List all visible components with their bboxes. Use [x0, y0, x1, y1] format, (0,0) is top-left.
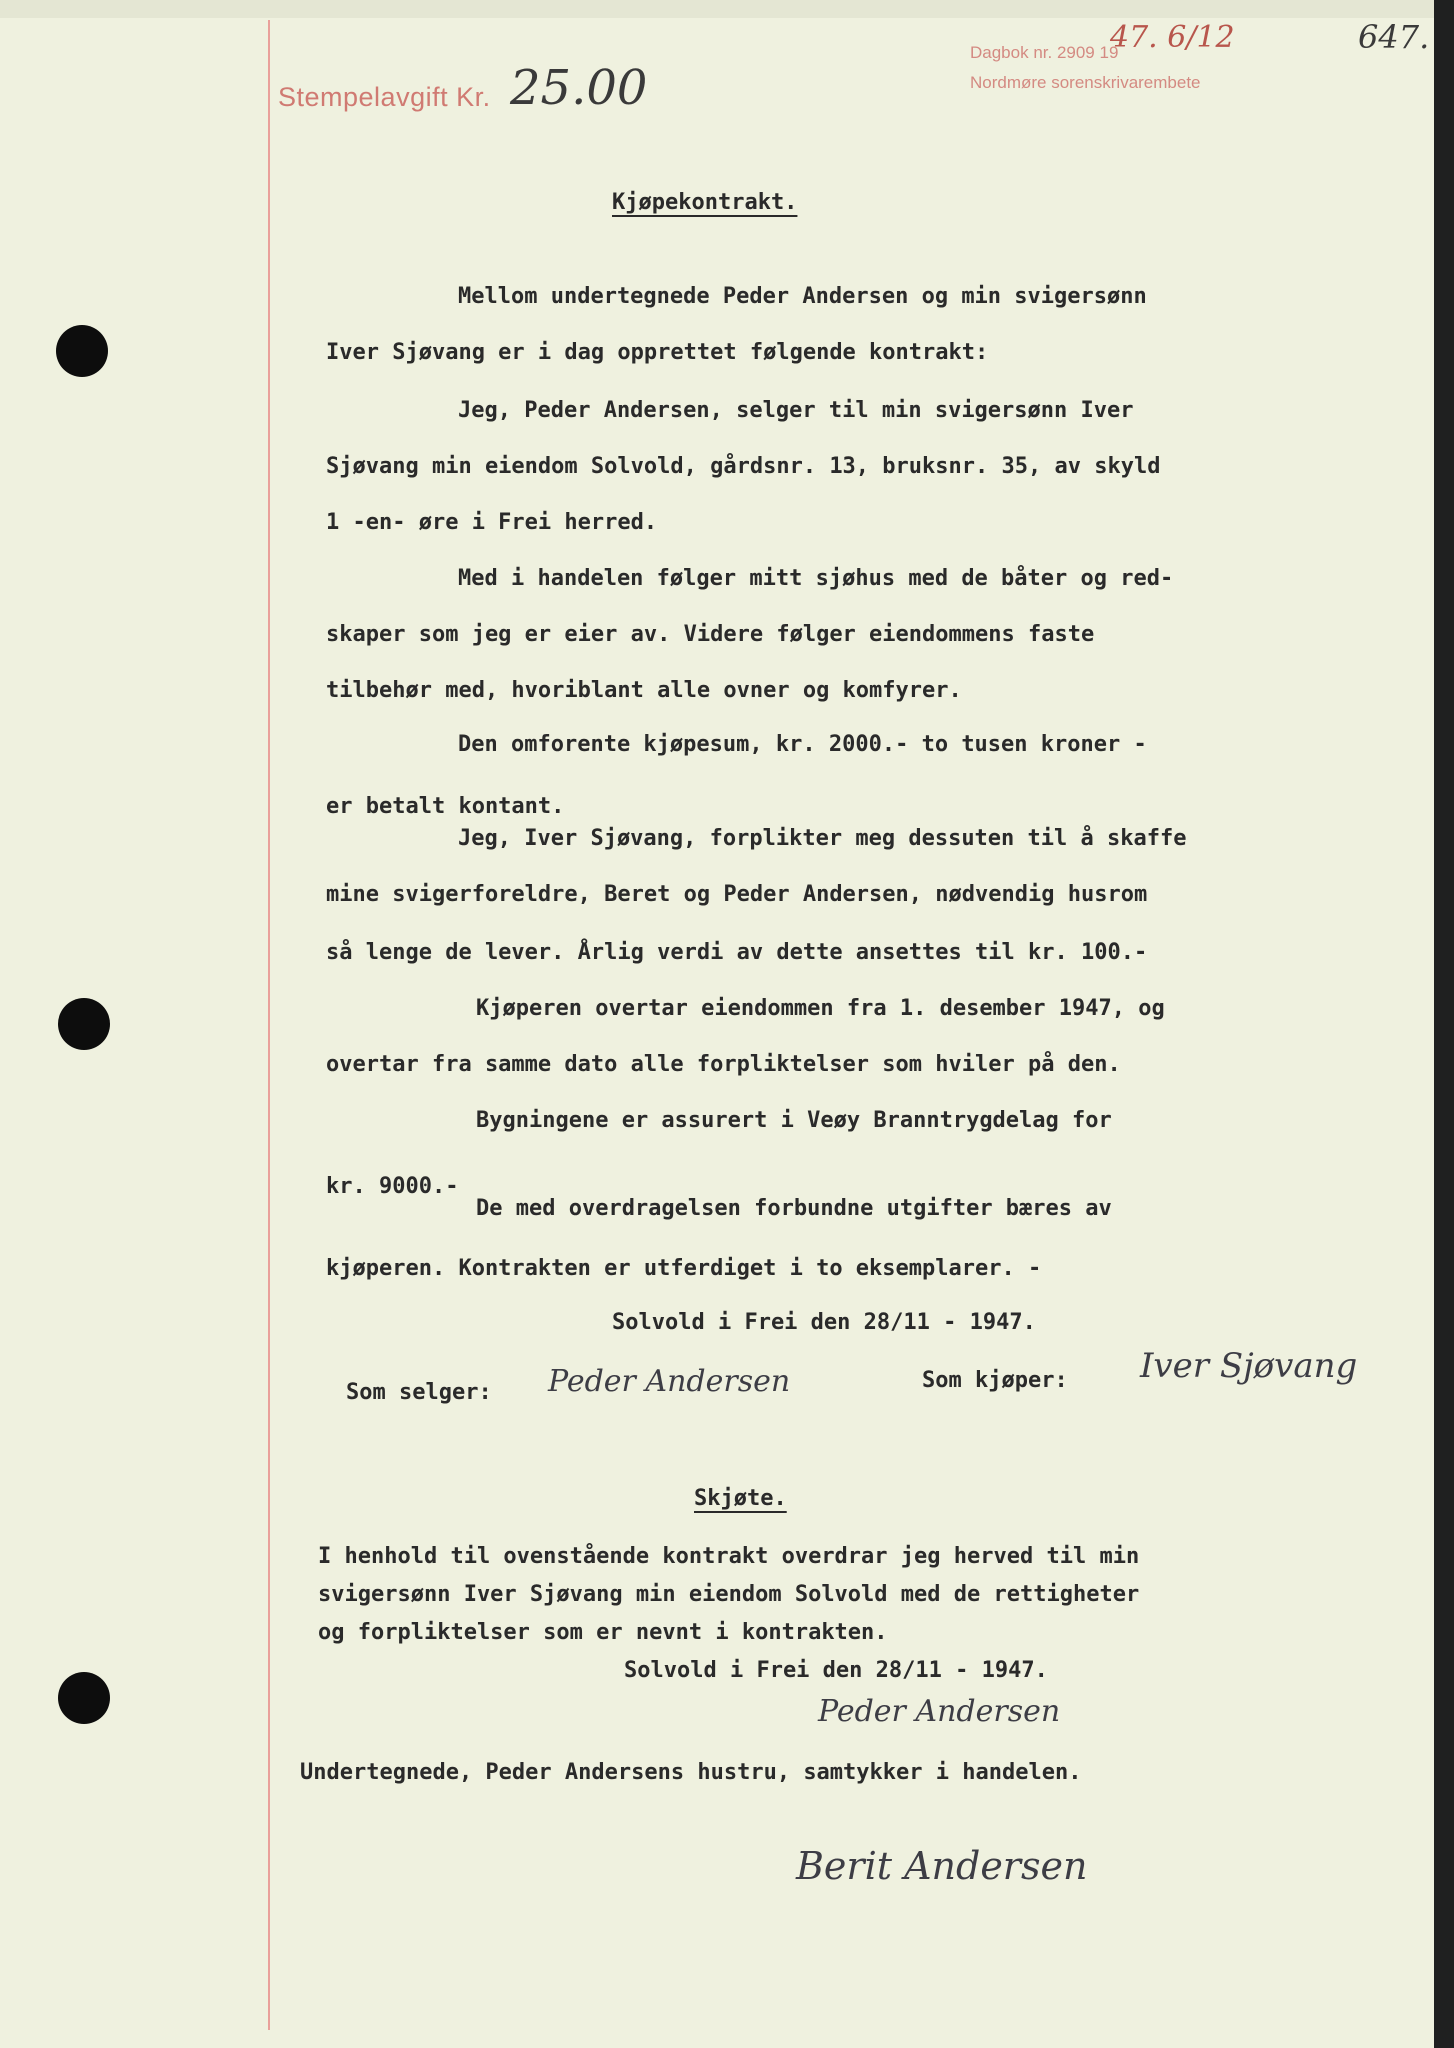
deed-line: I henhold til ovenstående kontrakt overdrar jeg herved til min	[318, 1544, 1140, 1569]
contract-line: Sjøvang min eiendom Solvold, gårdsnr. 13, bruksnr. 35, av skyld	[326, 454, 1161, 479]
contract-line: skaper som jeg er eier av. Videre følger eiendommens faste	[326, 622, 1095, 647]
deed-line: og forpliktelser som er nevnt i kontrakten.	[318, 1620, 888, 1645]
punch-hole	[56, 325, 108, 377]
seller-label: Som selger:	[346, 1380, 492, 1405]
contract-line: Jeg, Iver Sjøvang, forplikter meg dessuten til å skaffe	[458, 826, 1187, 851]
stamp-duty-label: Stempelavgift Kr.	[278, 82, 491, 112]
contract-place-date: Solvold i Frei den 28/11 - 1947.	[612, 1310, 1036, 1335]
punch-hole	[58, 998, 110, 1050]
punch-hole	[58, 1672, 110, 1724]
registry-stamp-line: Nordmøre sorenskrivarembete	[970, 73, 1201, 92]
contract-line: kjøperen. Kontrakten er utferdiget i to eksemplarer. -	[326, 1256, 1042, 1281]
page-number: 647.	[1358, 18, 1430, 56]
contract-title: Kjøpekontrakt.	[612, 190, 798, 215]
contract-line: Bygningene er assurert i Veøy Branntrygdelag for	[476, 1108, 1112, 1133]
contract-line: mine svigerforeldre, Beret og Peder Andersen, nødvendig husrom	[326, 882, 1148, 907]
consent-signature: Berit Andersen	[796, 1844, 1088, 1888]
contract-line: Den omforente kjøpesum, kr. 2000.- to tusen kroner -	[458, 732, 1147, 757]
contract-line: er betalt kontant.	[326, 794, 565, 819]
seller-signature: Peder Andersen	[548, 1364, 791, 1399]
margin-rule	[268, 20, 270, 2030]
contract-line: Iver Sjøvang er i dag opprettet følgende kontrakt:	[326, 340, 989, 365]
deed-signature: Peder Andersen	[818, 1694, 1061, 1729]
contract-line: kr. 9000.-	[326, 1174, 459, 1199]
page-top-edge	[0, 0, 1454, 18]
contract-line: tilbehør med, hvoriblant alle ovner og komfyrer.	[326, 678, 962, 703]
contract-line: Jeg, Peder Andersen, selger til min svigersønn Iver	[458, 398, 1134, 423]
contract-line: Kjøperen overtar eiendommen fra 1. desember 1947, og	[476, 996, 1165, 1021]
deed-place-date: Solvold i Frei den 28/11 - 1947.	[624, 1658, 1048, 1683]
contract-line: Mellom undertegnede Peder Andersen og min svigersønn	[458, 284, 1147, 309]
stamp-duty-amount: 25.00	[510, 60, 648, 116]
registry-stamp-line: Dagbok nr. 2909 19	[970, 43, 1119, 62]
buyer-label: Som kjøper:	[922, 1368, 1068, 1393]
buyer-signature: Iver Sjøvang	[1140, 1346, 1358, 1386]
contract-line: 1 -en- øre i Frei herred.	[326, 510, 658, 535]
contract-line: Med i handelen følger mitt sjøhus med de båter og red-	[458, 566, 1174, 591]
deed-line: svigersønn Iver Sjøvang min eiendom Solvold med de rettigheter	[318, 1582, 1140, 1607]
contract-line: så lenge de lever. Årlig verdi av dette ansettes til kr. 100.-	[326, 940, 1148, 965]
deed-title: Skjøte.	[694, 1486, 787, 1511]
contract-line: De med overdragelsen forbundne utgifter bæres av	[476, 1196, 1112, 1221]
consent-line: Undertegnede, Peder Andersens hustru, samtykker i handelen.	[300, 1760, 1082, 1785]
contract-line: overtar fra samme dato alle forpliktelser som hviler på den.	[326, 1052, 1121, 1077]
page-right-edge	[1434, 0, 1454, 2048]
handwritten-date: 47. 6/12	[1110, 20, 1235, 55]
